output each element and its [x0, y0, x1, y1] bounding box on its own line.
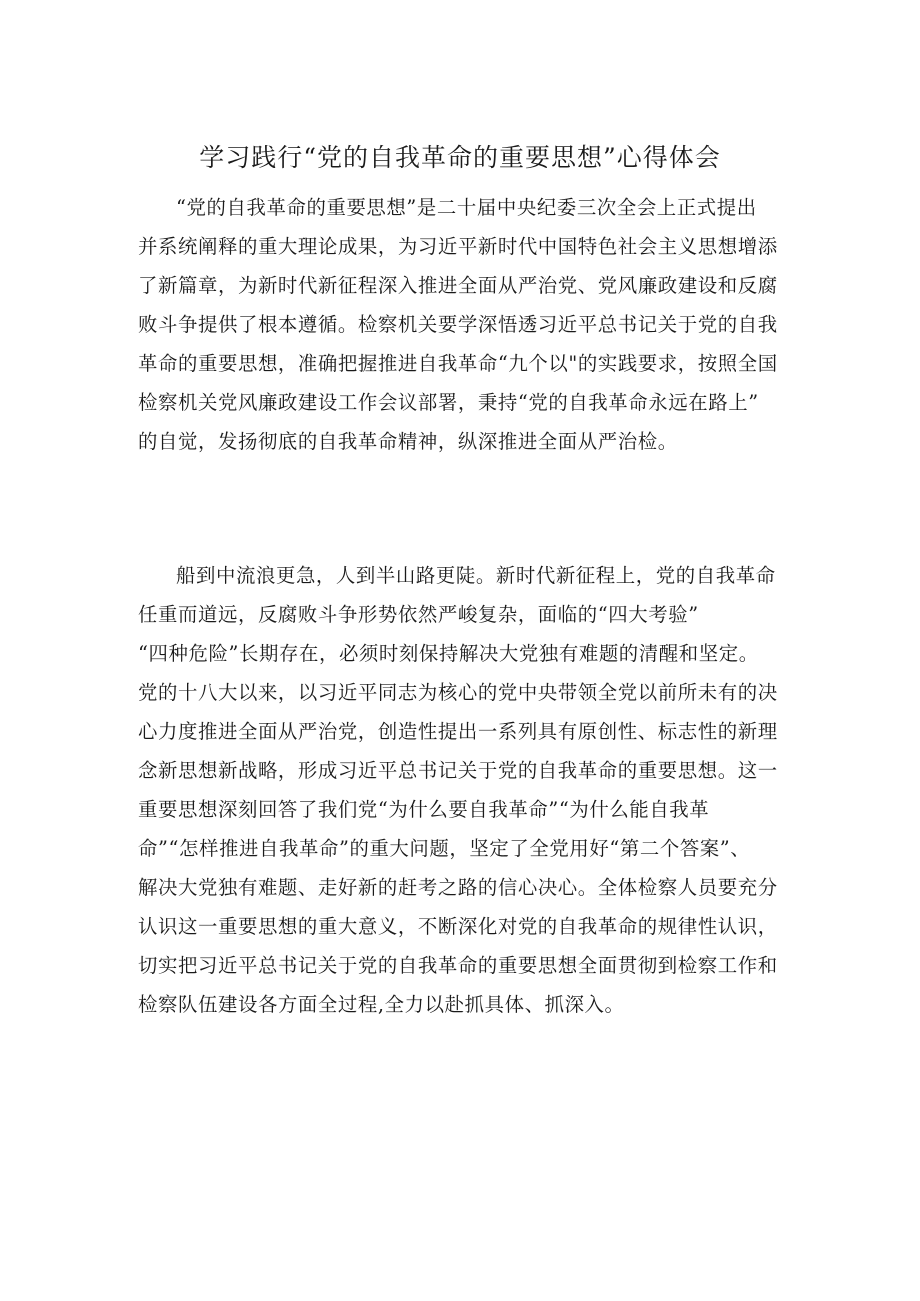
- paragraph-line: 了新篇章，为新时代新征程深入推进全面从严治党、党风廉政建设和反腐: [138, 274, 778, 297]
- paragraph-line: 命”“怎样推进自我革命”的重大问题，坚定了全党用好“第二个答案”、: [138, 837, 751, 860]
- document-title: 学习践行“党的自我革命的重要思想”心得体会: [199, 143, 721, 172]
- paragraph-line: 革命的重要思想，准确把握推进自我革命“九个以"的实践要求，按照全国: [138, 352, 778, 375]
- paragraph-1: [138, 188, 788, 461]
- paragraph-line: 认识这一重要思想的重大意义，不断深化对党的自我革命的规律性认识，: [138, 915, 778, 938]
- paragraph-line: “党的自我革命的重要思想”是二十届中央纪委三次全会上正式提出: [176, 196, 757, 219]
- paragraph-line: 念新思想新战略，形成习近平总书记关于党的自我革命的重要思想。这一: [138, 759, 778, 782]
- paragraph-line: 的自觉，发扬彻底的自我革命精神，纵深推进全面从严治检。: [138, 430, 678, 453]
- paragraph-line: 任重而道远，反腐败斗争形势依然严峻复杂，面临的“四大考验”: [138, 603, 699, 626]
- paragraph-line: 败斗争提供了根本遵循。检察机关要学深悟透习近平总书记关于党的自我: [138, 313, 778, 336]
- paragraph-line: 船到中流浪更急，人到半山路更陡。新时代新征程上，党的自我革命: [176, 564, 776, 587]
- paragraph-line: 切实把习近平总书记关于党的自我革命的重要思想全面贯彻到检察工作和: [138, 954, 778, 977]
- paragraph-2: [138, 556, 788, 1024]
- paragraph-line: 检察队伍建设各方面全过程,全力以赴抓具体、抓深入。: [138, 993, 625, 1016]
- paragraph-line: 解决大党独有难题、走好新的赶考之路的信心决心。全体检察人员要充分: [138, 876, 778, 899]
- paragraph-line: 心力度推进全面从严治党，创造性提出一系列具有原创性、标志性的新理: [138, 720, 778, 743]
- paragraph-line: 并系统阐释的重大理论成果，为习近平新时代中国特色社会主义思想增添: [138, 235, 778, 258]
- paragraph-line: 检察机关党风廉政建设工作会议部署，秉持“党的自我革命永远在路上”: [138, 391, 759, 414]
- paragraph-line: 重要思想深刻回答了我们党“为什么要自我革命”“为什么能自我革: [138, 798, 710, 821]
- paragraph-line: 党的十八大以来，以习近平同志为核心的党中央带领全党以前所未有的决: [138, 681, 778, 704]
- paragraph-line: “四种危险”长期存在，必须时刻保持解决大党独有难题的清醒和坚定。: [138, 642, 759, 665]
